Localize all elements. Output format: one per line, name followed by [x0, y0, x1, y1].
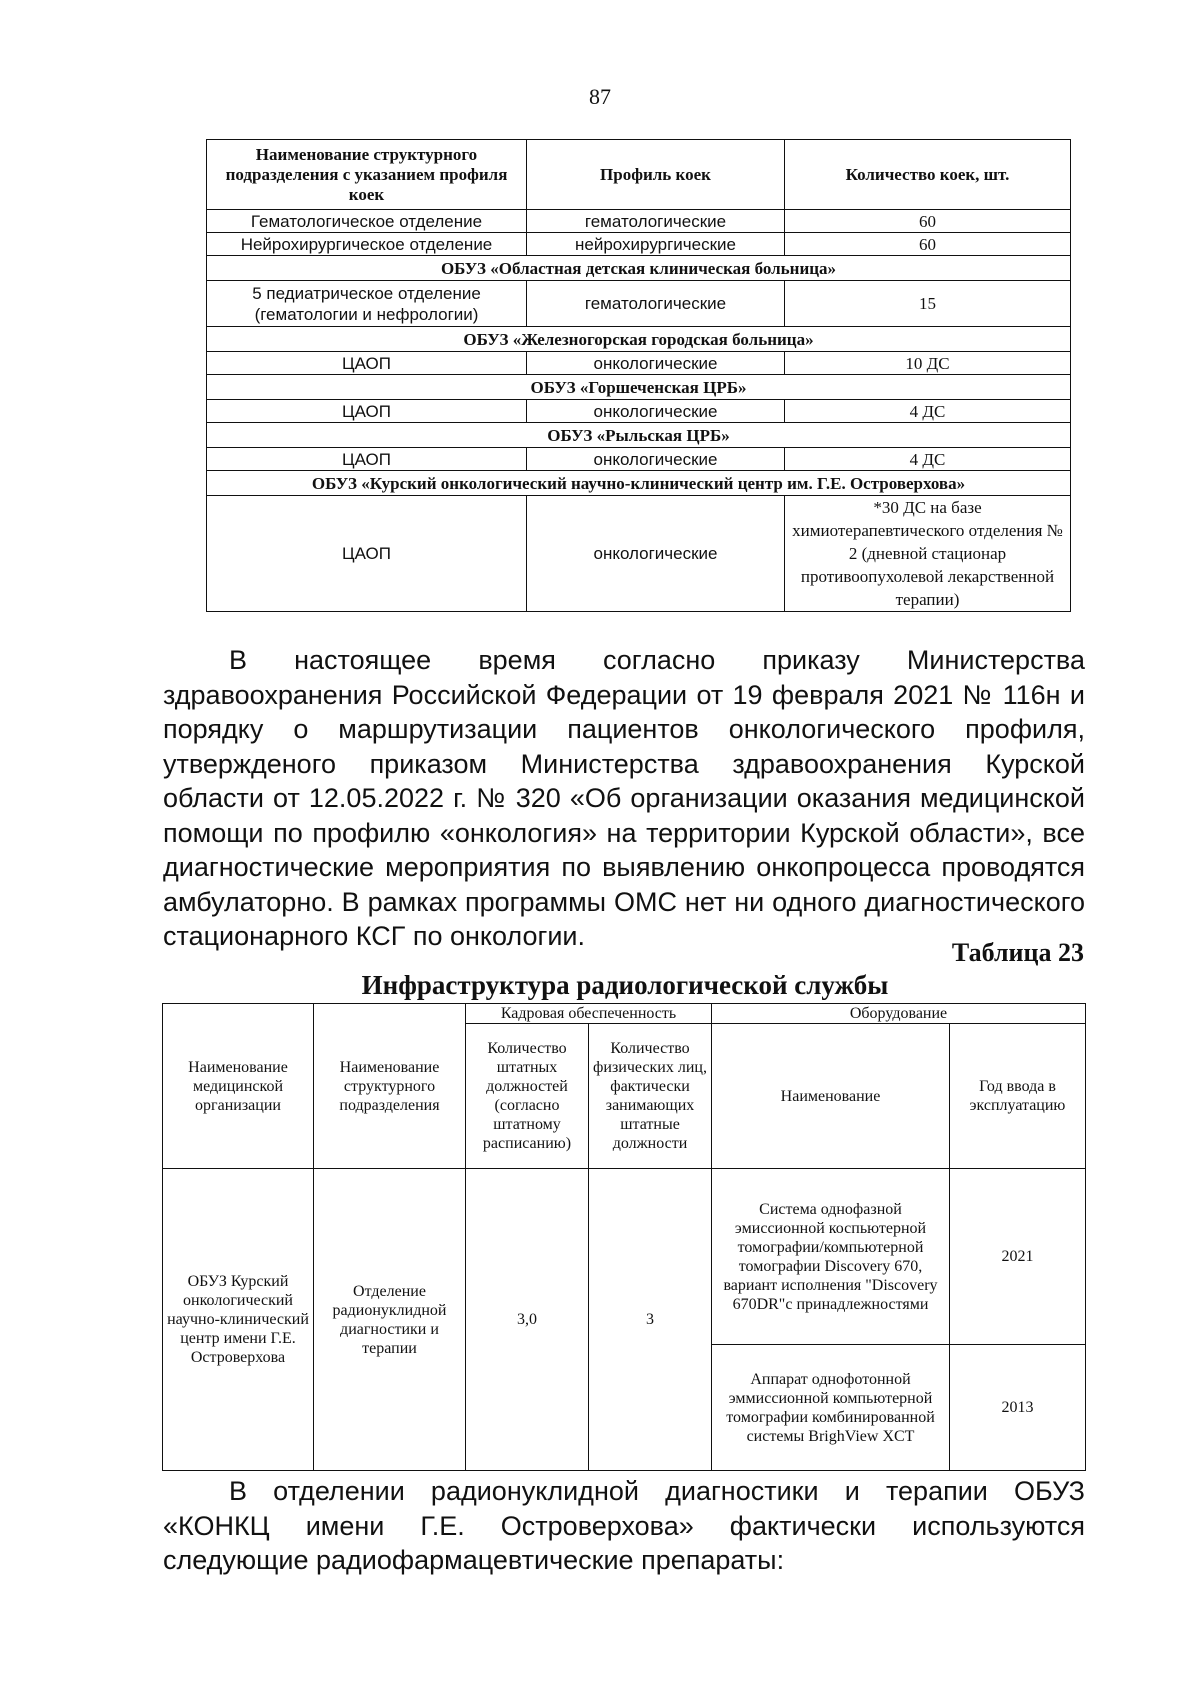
equipment-year-cell: 2021	[950, 1169, 1086, 1345]
org-title: ОБУЗ «Железногорская городская больница»	[207, 327, 1071, 352]
column-header: Наименование структурного подразделения	[314, 1004, 466, 1169]
unit-cell: ЦАОП	[207, 496, 527, 612]
table-row	[163, 1169, 1086, 1345]
count-cell: 60	[785, 210, 1071, 233]
org-cell: ОБУЗ Курский онкологический научно-клинический центр имени Г.Е. Островерхова	[163, 1169, 314, 1471]
table-row	[207, 496, 1071, 612]
unit-cell: Гематологическое отделение	[207, 210, 527, 233]
paragraph-text: В отделении радионуклидной диагностики и терапии ОБУЗ «КОНКЦ имени Г.Е. Островерхова» фактически используются следующие радиофармацевтические препараты:	[163, 1476, 1085, 1575]
table-row	[207, 448, 1071, 471]
page-number: 87	[589, 84, 611, 109]
count-cell: 4 ДС	[785, 400, 1071, 423]
column-header: Количество штатных должностей (согласно штатному расписанию)	[466, 1024, 589, 1169]
profile-cell: гематологические	[527, 210, 785, 233]
org-title: ОБУЗ «Рыльская ЦРБ»	[207, 423, 1071, 448]
body-paragraph	[163, 643, 1085, 954]
equipment-name-cell: Система однофазной эмиссионной коспьютерной томографии/компьютерной томографии Discovery 670, вариант исполнения "Discovery 670DR"с принадлежностями	[712, 1169, 950, 1345]
count-cell: 4 ДС	[785, 448, 1071, 471]
org-row	[207, 327, 1071, 352]
profile-cell: онкологические	[527, 496, 785, 612]
org-row	[207, 375, 1071, 400]
unit-cell: 5 педиатрическое отделение (гематологии и нефрологии)	[207, 281, 527, 327]
table-row	[207, 281, 1071, 327]
table-label: Таблица 23	[951, 938, 1084, 967]
group-header-row	[163, 1004, 1086, 1024]
column-header: Наименование медицинской организации	[163, 1004, 314, 1169]
unit-cell: Отделение радионуклидной диагностики и терапии	[314, 1169, 466, 1471]
unit-cell: ЦАОП	[207, 352, 527, 375]
equipment-year-cell: 2013	[950, 1345, 1086, 1471]
column-header: Количество физических лиц, фактически занимающих штатные должности	[589, 1024, 712, 1169]
table-row	[207, 210, 1071, 233]
paragraph-text: В настоящее время согласно приказу Министерства здравоохранения Российской Федерации от 19 февраля 2021 № 116н и порядку о маршрутизации пациентов онкологического профиля, утвержденого приказом Министерства здравоохранения Курской области от 12.05.2022 г. № 320 «Об организации оказания медицинской помощи по профилю «онкология» на территории Курской области», все диагностические мероприятия по выявлению онкопроцесса проводятся амбулаторно. В рамках программы ОМС нет ни одного диагностического стационарного КСГ по онкологии.	[163, 645, 1085, 951]
equipment-name-cell: Аппарат однофотонной эммиссионной компьютерной томографии комбинированной системы BrighView XCT	[712, 1345, 950, 1471]
unit-cell: ЦАОП	[207, 400, 527, 423]
column-header: Количество коек, шт.	[785, 140, 1071, 210]
body-paragraph	[163, 1474, 1085, 1578]
count-cell: *30 ДС на базе химиотерапевтического отделения № 2 (дневной стационар противоопухолевой лекарственной терапии)	[785, 496, 1071, 612]
table-row	[207, 400, 1071, 423]
org-row	[207, 423, 1071, 448]
beds-table	[206, 139, 1071, 612]
column-header: Профиль коек	[527, 140, 785, 210]
group-header: Кадровая обеспеченность	[466, 1004, 712, 1024]
profile-cell: онкологические	[527, 400, 785, 423]
org-title: ОБУЗ «Горшеченская ЦРБ»	[207, 375, 1071, 400]
org-title: ОБУЗ «Курский онкологический научно-клинический центр им. Г.Е. Островерхова»	[207, 471, 1071, 496]
profile-cell: онкологические	[527, 448, 785, 471]
count-cell: 10 ДС	[785, 352, 1071, 375]
count-cell: 15	[785, 281, 1071, 327]
column-header: Наименование	[712, 1024, 950, 1169]
org-row	[207, 471, 1071, 496]
table-header-row	[207, 140, 1071, 210]
table-row	[207, 233, 1071, 256]
column-header: Наименование структурного подразделения с указанием профиля коек	[207, 140, 527, 210]
org-row	[207, 256, 1071, 281]
org-title: ОБУЗ «Областная детская клиническая больница»	[207, 256, 1071, 281]
group-header: Оборудование	[712, 1004, 1086, 1024]
unit-cell: Нейрохирургическое отделение	[207, 233, 527, 256]
table-title: Инфраструктура радиологической службы	[361, 970, 889, 1000]
unit-cell: ЦАОП	[207, 448, 527, 471]
column-header: Год ввода в эксплуатацию	[950, 1024, 1086, 1169]
profile-cell: гематологические	[527, 281, 785, 327]
profile-cell: онкологические	[527, 352, 785, 375]
count-cell: 60	[785, 233, 1071, 256]
profile-cell: нейрохирургические	[527, 233, 785, 256]
positions-cell: 3,0	[466, 1169, 589, 1471]
radiology-table	[162, 1003, 1086, 1471]
table-row	[207, 352, 1071, 375]
persons-cell: 3	[589, 1169, 712, 1471]
